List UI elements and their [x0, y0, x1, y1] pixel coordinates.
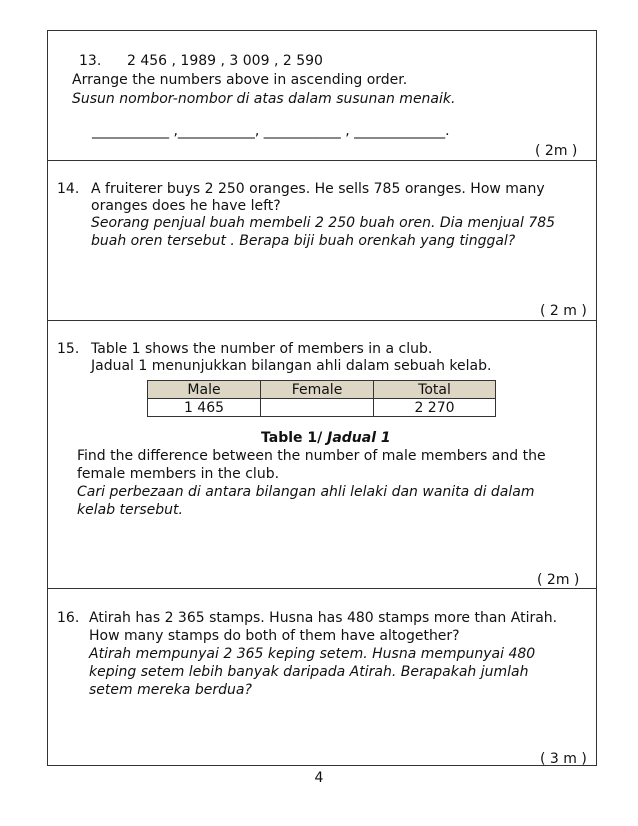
table-caption [261, 429, 391, 447]
table-row [148, 399, 496, 417]
q15-line3: Find the difference between the number of male members and the [77, 448, 546, 464]
q15-line2: Jadual 1 menunjukkan bilangan ahli dalam sebuah kelab. [91, 358, 492, 374]
q14-line2: oranges does he have left? [91, 198, 281, 214]
q13-number: 13. [79, 53, 102, 69]
divider-15-16 [48, 588, 596, 589]
q16-line1: Atirah has 2 365 stamps. Husna has 480 stamps more than Atirah. [89, 610, 558, 626]
q15-line4: female members in the club. [77, 466, 280, 482]
table-caption-en: Table 1/ [261, 430, 328, 446]
q16-line4: keping setem lebih banyak daripada Atirah. Berapakah jumlah [89, 664, 529, 680]
q16-number: 16. [57, 610, 80, 626]
q16-marks: ( 3 m ) [540, 751, 587, 767]
q14-marks: ( 2 m ) [540, 303, 587, 319]
q14-line4: buah oren tersebut . Berapa biji buah orenkah yang tinggal? [91, 233, 516, 249]
members-table [147, 380, 496, 417]
q14-line3: Seorang penjual buah membeli 2 250 buah oren. Dia menjual 785 [91, 215, 556, 231]
table-caption-ms: Jadual 1 [327, 430, 391, 446]
divider-13-14 [48, 160, 596, 161]
q16-line5: setem mereka berdua? [89, 682, 252, 698]
q15-line6: kelab tersebut. [77, 502, 183, 518]
q16-line2: How many stamps do both of them have altogether? [89, 628, 460, 644]
table-cell-total: 2 270 [374, 399, 496, 417]
q13-numbers: 2 456 , 1989 , 3 009 , 2 590 [127, 53, 323, 69]
table-header-female: Female [261, 381, 374, 399]
page-number: 4 [314, 770, 324, 786]
table-header-total: Total [374, 381, 496, 399]
q13-text-ms: Susun nombor-nombor di atas dalam susunan menaik. [72, 91, 456, 107]
q15-line1: Table 1 shows the number of members in a club. [91, 341, 433, 357]
q16-line3: Atirah mempunyai 2 365 keping setem. Husna mempunyai 480 [89, 646, 536, 662]
divider-14-15 [48, 320, 596, 321]
q15-marks: ( 2m ) [537, 572, 580, 588]
table-header-male: Male [148, 381, 261, 399]
q15-number: 15. [57, 341, 80, 357]
q14-line1: A fruiterer buys 2 250 oranges. He sells 785 oranges. How many [91, 181, 545, 197]
table-cell-male: 1 465 [148, 399, 261, 417]
q14-number: 14. [57, 181, 80, 197]
q13-marks: ( 2m ) [535, 143, 578, 159]
q15-line5: Cari perbezaan di antara bilangan ahli lelaki dan wanita di dalam [77, 484, 535, 500]
table-cell-female [261, 399, 374, 417]
q13-text-en: Arrange the numbers above in ascending order. [72, 72, 408, 88]
q13-answer-line: ___________ ,___________, ___________ , _____________. [92, 123, 450, 139]
table-header-row [148, 381, 496, 399]
